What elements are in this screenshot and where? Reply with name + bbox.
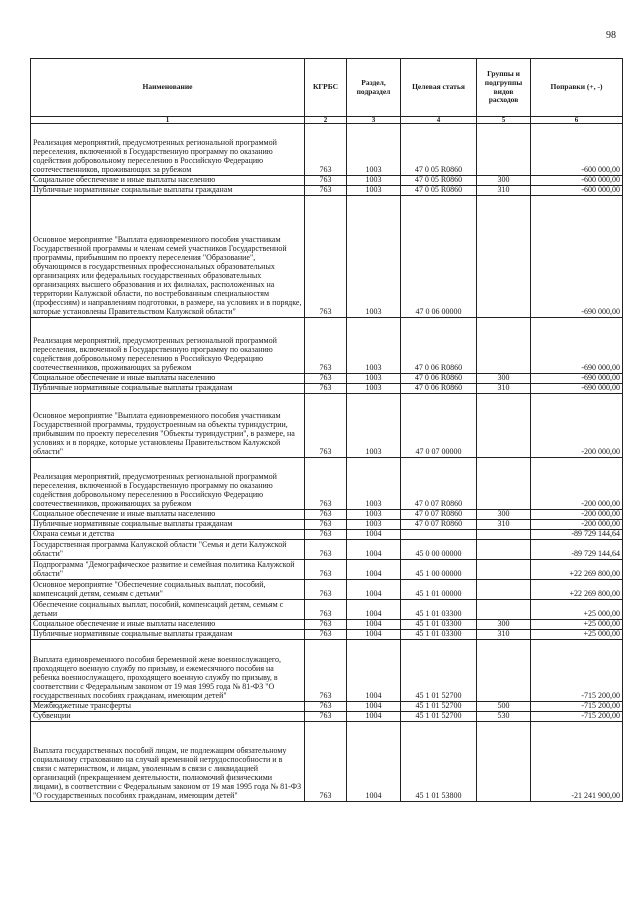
index-cell: 6 bbox=[531, 117, 623, 124]
row-section-cell: 1004 bbox=[347, 620, 401, 630]
row-name-cell: Обеспечение социальных выплат, пособий, компенсаций детям, семьям с детьми bbox=[31, 600, 305, 620]
row-kgrbs-cell: 763 bbox=[305, 124, 347, 176]
row-group-cell: 300 bbox=[477, 620, 531, 630]
table-row bbox=[31, 560, 623, 580]
row-group-cell: 530 bbox=[477, 712, 531, 722]
row-amount-cell: -200 000,00 bbox=[531, 510, 623, 520]
row-kgrbs-cell: 763 bbox=[305, 458, 347, 510]
row-section-cell: 1003 bbox=[347, 520, 401, 530]
row-section-cell: 1004 bbox=[347, 722, 401, 802]
row-section-cell: 1004 bbox=[347, 630, 401, 640]
header-amendments: Поправки (+, -) bbox=[531, 59, 623, 117]
row-group-cell: 310 bbox=[477, 186, 531, 196]
row-group-cell bbox=[477, 124, 531, 176]
row-name-cell: Публичные нормативные социальные выплаты гражданам bbox=[31, 186, 305, 196]
row-amount-cell: -690 000,00 bbox=[531, 374, 623, 384]
row-target-cell: 45 1 01 03300 bbox=[401, 600, 477, 620]
index-cell: 2 bbox=[305, 117, 347, 124]
row-group-cell: 500 bbox=[477, 702, 531, 712]
row-name-cell: Выплата государственных пособий лицам, не подлежащим обязательному социальному страхованию на случай временной нетрудоспособности и в связи с материнством, и лицам, уволенным в связи с ликвидацией организаций (прекращением деятельности, полномочий физическими лицами), в соответствии с Федеральным законом от 19 мая 1995 года № 81-ФЗ "О государственных пособиях гражданам, имеющим детей" bbox=[31, 722, 305, 802]
row-name-cell: Основное мероприятие "Выплата единовременного пособия участникам Государственной программы, трудоустроенным на объекты туриндустрии, прибывшим по проекту переселения "Объекты туриндустрии", в размере, на условиях и в порядке, которые установлены Правительством Калужской области" bbox=[31, 394, 305, 458]
row-kgrbs-cell: 763 bbox=[305, 186, 347, 196]
row-group-cell bbox=[477, 196, 531, 318]
row-kgrbs-cell: 763 bbox=[305, 176, 347, 186]
row-name-cell: Субвенции bbox=[31, 712, 305, 722]
row-kgrbs-cell: 763 bbox=[305, 722, 347, 802]
table-body bbox=[31, 124, 623, 802]
row-name-cell: Выплата единовременного пособия беременной жене военнослужащего, проходящего военную службу по призыву, и ежемесячного пособия на ребенка военнослужащего, проходящего военную службу по призыву, в соответствии с Федеральным законом от 19 мая 1995 года № 81-ФЗ "О государственных пособиях гражданам, имеющим детей" bbox=[31, 640, 305, 702]
header-section: Раздел, подраздел bbox=[347, 59, 401, 117]
row-kgrbs-cell: 763 bbox=[305, 510, 347, 520]
row-group-cell bbox=[477, 640, 531, 702]
table-row bbox=[31, 124, 623, 176]
row-kgrbs-cell: 763 bbox=[305, 374, 347, 384]
table-header-row bbox=[31, 59, 623, 117]
page-number: 98 bbox=[606, 30, 616, 41]
row-group-cell: 300 bbox=[477, 510, 531, 520]
table-row bbox=[31, 186, 623, 196]
row-target-cell: 45 1 00 00000 bbox=[401, 560, 477, 580]
row-amount-cell: -600 000,00 bbox=[531, 176, 623, 186]
row-section-cell: 1004 bbox=[347, 600, 401, 620]
row-name-cell: Государственная программа Калужской области "Семья и дети Калужской области" bbox=[31, 540, 305, 560]
table-row bbox=[31, 722, 623, 802]
row-name-cell: Публичные нормативные социальные выплаты гражданам bbox=[31, 384, 305, 394]
header-kgrbs: КГРБС bbox=[305, 59, 347, 117]
row-target-cell: 47 0 06 R0860 bbox=[401, 374, 477, 384]
index-cell: 5 bbox=[477, 117, 531, 124]
row-group-cell bbox=[477, 600, 531, 620]
row-section-cell: 1004 bbox=[347, 540, 401, 560]
row-kgrbs-cell: 763 bbox=[305, 520, 347, 530]
table-row bbox=[31, 702, 623, 712]
row-section-cell: 1004 bbox=[347, 580, 401, 600]
row-amount-cell: -600 000,00 bbox=[531, 124, 623, 176]
row-group-cell bbox=[477, 560, 531, 580]
row-section-cell: 1003 bbox=[347, 318, 401, 374]
table-row bbox=[31, 176, 623, 186]
row-kgrbs-cell: 763 bbox=[305, 394, 347, 458]
table-row bbox=[31, 318, 623, 374]
row-amount-cell: +25 000,00 bbox=[531, 620, 623, 630]
row-group-cell bbox=[477, 458, 531, 510]
row-group-cell: 310 bbox=[477, 630, 531, 640]
table-row bbox=[31, 510, 623, 520]
row-section-cell: 1003 bbox=[347, 374, 401, 384]
row-amount-cell: +25 000,00 bbox=[531, 630, 623, 640]
row-group-cell: 310 bbox=[477, 520, 531, 530]
row-section-cell: 1003 bbox=[347, 124, 401, 176]
row-name-cell: Реализация мероприятий, предусмотренных региональной программой переселения, включенной в Государственную программу по оказанию содействия добровольному переселению в Российскую Федерацию соотечественников, проживающих за рубежом bbox=[31, 318, 305, 374]
row-amount-cell: -690 000,00 bbox=[531, 196, 623, 318]
table-row bbox=[31, 712, 623, 722]
row-amount-cell: -715 200,00 bbox=[531, 640, 623, 702]
row-kgrbs-cell: 763 bbox=[305, 384, 347, 394]
row-section-cell: 1003 bbox=[347, 384, 401, 394]
row-target-cell: 47 0 07 R0860 bbox=[401, 458, 477, 510]
table-row bbox=[31, 196, 623, 318]
row-name-cell: Социальное обеспечение и иные выплаты населению bbox=[31, 374, 305, 384]
row-amount-cell: -715 200,00 bbox=[531, 712, 623, 722]
row-name-cell: Подпрограмма "Демографическое развитие и семейная политика Калужской области" bbox=[31, 560, 305, 580]
row-section-cell: 1003 bbox=[347, 186, 401, 196]
row-section-cell: 1004 bbox=[347, 530, 401, 540]
row-target-cell: 45 0 00 00000 bbox=[401, 540, 477, 560]
row-kgrbs-cell: 763 bbox=[305, 640, 347, 702]
row-group-cell: 310 bbox=[477, 384, 531, 394]
table-row bbox=[31, 540, 623, 560]
row-amount-cell: -600 000,00 bbox=[531, 186, 623, 196]
row-section-cell: 1003 bbox=[347, 458, 401, 510]
row-kgrbs-cell: 763 bbox=[305, 196, 347, 318]
row-target-cell: 45 1 01 52700 bbox=[401, 640, 477, 702]
row-kgrbs-cell: 763 bbox=[305, 580, 347, 600]
row-amount-cell: -200 000,00 bbox=[531, 394, 623, 458]
row-group-cell bbox=[477, 580, 531, 600]
table-row bbox=[31, 374, 623, 384]
header-target: Целевая статья bbox=[401, 59, 477, 117]
row-kgrbs-cell: 763 bbox=[305, 620, 347, 630]
column-index-row bbox=[31, 117, 623, 124]
row-group-cell bbox=[477, 722, 531, 802]
row-amount-cell: +25 000,00 bbox=[531, 600, 623, 620]
row-kgrbs-cell: 763 bbox=[305, 712, 347, 722]
row-target-cell: 47 0 07 00000 bbox=[401, 394, 477, 458]
row-kgrbs-cell: 763 bbox=[305, 560, 347, 580]
index-cell: 1 bbox=[31, 117, 305, 124]
row-kgrbs-cell: 763 bbox=[305, 702, 347, 712]
row-target-cell: 45 1 01 00000 bbox=[401, 580, 477, 600]
row-name-cell: Межбюджетные трансферты bbox=[31, 702, 305, 712]
row-name-cell: Социальное обеспечение и иные выплаты населению bbox=[31, 176, 305, 186]
row-target-cell: 45 1 01 52700 bbox=[401, 702, 477, 712]
row-kgrbs-cell: 763 bbox=[305, 630, 347, 640]
row-target-cell: 47 0 06 00000 bbox=[401, 196, 477, 318]
row-amount-cell: -89 729 144,64 bbox=[531, 540, 623, 560]
row-amount-cell: -715 200,00 bbox=[531, 702, 623, 712]
table-row bbox=[31, 520, 623, 530]
row-target-cell: 47 0 05 R0860 bbox=[401, 176, 477, 186]
table-row bbox=[31, 630, 623, 640]
row-target-cell: 45 1 01 03300 bbox=[401, 630, 477, 640]
table-row bbox=[31, 384, 623, 394]
row-target-cell: 47 0 07 R0860 bbox=[401, 510, 477, 520]
row-section-cell: 1003 bbox=[347, 510, 401, 520]
row-section-cell: 1004 bbox=[347, 702, 401, 712]
row-name-cell: Основное мероприятие "Обеспечение социальных выплат, пособий, компенсаций детям, семьям с детьми" bbox=[31, 580, 305, 600]
row-target-cell: 47 0 05 R0860 bbox=[401, 186, 477, 196]
table-row bbox=[31, 620, 623, 630]
row-group-cell bbox=[477, 394, 531, 458]
row-section-cell: 1004 bbox=[347, 712, 401, 722]
row-amount-cell: -89 729 144,64 bbox=[531, 530, 623, 540]
row-kgrbs-cell: 763 bbox=[305, 600, 347, 620]
header-name: Наименование bbox=[31, 59, 305, 117]
row-amount-cell: +22 269 800,00 bbox=[531, 560, 623, 580]
index-cell: 4 bbox=[401, 117, 477, 124]
row-group-cell bbox=[477, 530, 531, 540]
row-target-cell: 45 1 01 53800 bbox=[401, 722, 477, 802]
row-section-cell: 1003 bbox=[347, 196, 401, 318]
row-amount-cell: -690 000,00 bbox=[531, 318, 623, 374]
row-group-cell bbox=[477, 318, 531, 374]
header-groups: Группы и подгруппы видов расходов bbox=[477, 59, 531, 117]
row-group-cell: 300 bbox=[477, 374, 531, 384]
budget-amendments-table bbox=[30, 58, 623, 802]
row-name-cell: Публичные нормативные социальные выплаты гражданам bbox=[31, 520, 305, 530]
row-amount-cell: -690 000,00 bbox=[531, 384, 623, 394]
table-row bbox=[31, 530, 623, 540]
row-group-cell: 300 bbox=[477, 176, 531, 186]
row-target-cell: 45 1 01 03300 bbox=[401, 620, 477, 630]
row-name-cell: Реализация мероприятий, предусмотренных региональной программой переселения, включенной в Государственную программу по оказанию содействия добровольному переселению в Российскую Федерацию соотечественников, проживающих за рубежом bbox=[31, 124, 305, 176]
row-name-cell: Охрана семьи и детства bbox=[31, 530, 305, 540]
row-kgrbs-cell: 763 bbox=[305, 540, 347, 560]
row-name-cell: Основное мероприятие "Выплата единовременного пособия участникам Государственной программы и членам семей участников Государственной программы, прибывшим по проекту переселения "Образование", обучающимся в государственных профессиональных образовательных организациях или федеральных государственных образовательных организациях высшего образования и их филиалах, расположенных на территории Калужской области, по востребованным специальностям (профессиям) и направлениям подготовки, в размере, на условиях и в порядке, которые установлены Правительством Калужской области" bbox=[31, 196, 305, 318]
row-section-cell: 1004 bbox=[347, 560, 401, 580]
table-row bbox=[31, 580, 623, 600]
row-section-cell: 1004 bbox=[347, 640, 401, 702]
index-cell: 3 bbox=[347, 117, 401, 124]
row-group-cell bbox=[477, 540, 531, 560]
row-name-cell: Реализация мероприятий, предусмотренных региональной программой переселения, включенной в Государственную программу по оказанию содействия добровольному переселению в Российскую Федерацию соотечественников, проживающих за рубежом bbox=[31, 458, 305, 510]
row-section-cell: 1003 bbox=[347, 394, 401, 458]
row-target-cell: 47 0 06 R0860 bbox=[401, 318, 477, 374]
row-section-cell: 1003 bbox=[347, 176, 401, 186]
row-kgrbs-cell: 763 bbox=[305, 318, 347, 374]
table-row bbox=[31, 394, 623, 458]
table-row bbox=[31, 600, 623, 620]
row-target-cell: 47 0 07 R0860 bbox=[401, 520, 477, 530]
row-target-cell: 45 1 01 52700 bbox=[401, 712, 477, 722]
row-target-cell: 47 0 06 R0860 bbox=[401, 384, 477, 394]
row-kgrbs-cell: 763 bbox=[305, 530, 347, 540]
table-row bbox=[31, 640, 623, 702]
table-row bbox=[31, 458, 623, 510]
row-amount-cell: -21 241 900,00 bbox=[531, 722, 623, 802]
row-amount-cell: +22 269 800,00 bbox=[531, 580, 623, 600]
row-amount-cell: -200 000,00 bbox=[531, 458, 623, 510]
row-target-cell bbox=[401, 530, 477, 540]
row-name-cell: Социальное обеспечение и иные выплаты населению bbox=[31, 620, 305, 630]
row-name-cell: Публичные нормативные социальные выплаты гражданам bbox=[31, 630, 305, 640]
row-target-cell: 47 0 05 R0860 bbox=[401, 124, 477, 176]
row-amount-cell: -200 000,00 bbox=[531, 520, 623, 530]
row-name-cell: Социальное обеспечение и иные выплаты населению bbox=[31, 510, 305, 520]
